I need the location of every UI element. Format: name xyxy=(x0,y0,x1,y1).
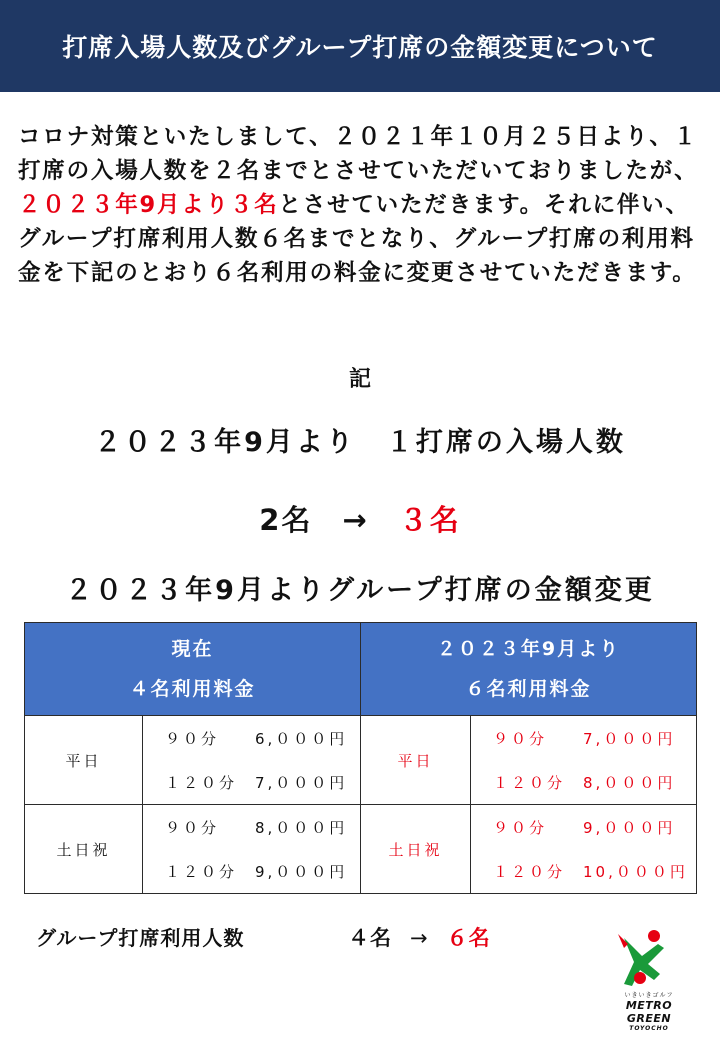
group-to: ６名 xyxy=(446,926,491,950)
day-weekday-new: 平日 xyxy=(361,716,471,805)
metro-green-logo xyxy=(604,926,694,1032)
group-fee-heading: ２０２３年9月よりグループ打席の金額変更 xyxy=(65,575,655,606)
price-cell xyxy=(471,716,697,761)
time-label: ９０分 xyxy=(493,729,548,748)
price-label: 8,０００円 xyxy=(255,818,348,837)
price-label: 7,０００円 xyxy=(255,773,348,792)
price-label: 10,０００円 xyxy=(583,862,688,881)
group-from: ４名 xyxy=(348,926,392,950)
logo-small-text: いきいきゴルフ xyxy=(624,992,674,999)
price-cell xyxy=(471,805,697,850)
new-fee-header xyxy=(361,623,697,716)
page-header xyxy=(0,0,720,92)
price-cell xyxy=(471,849,697,894)
price-cell xyxy=(143,716,361,761)
price-label: 6,０００円 xyxy=(255,729,348,748)
capacity-change-heading: ２０２３年9月より １打席の入場人数 xyxy=(94,427,626,458)
ki-heading: 記 xyxy=(348,367,371,392)
time-label: ９０分 xyxy=(165,818,220,837)
time-label: １２０分 xyxy=(493,862,566,881)
group-label: グループ打席利用人数 xyxy=(36,926,245,950)
time-label: １２０分 xyxy=(165,773,238,792)
price-label: 8,０００円 xyxy=(583,773,676,792)
price-label: 9,０００円 xyxy=(255,862,348,881)
time-label: ９０分 xyxy=(493,818,548,837)
price-cell xyxy=(143,805,361,850)
table-row xyxy=(25,716,697,761)
intro-text-2: とさせていただきます。それに伴い、グループ打席利用人数６名までとなり、グループ打席の利用料金を下記のとおり６名利用の料金に変更させていただきます。 xyxy=(18,192,697,286)
price-cell xyxy=(143,760,361,805)
group-count xyxy=(348,922,491,952)
price-label: 7,０００円 xyxy=(583,729,676,748)
intro-highlight: ２０２３年9月より３名 xyxy=(18,192,279,218)
logo-main-text: METRO GREEN xyxy=(625,999,673,1025)
capacity-to: ３名 xyxy=(398,503,461,537)
time-label: １２０分 xyxy=(165,862,238,881)
time-label: １２０分 xyxy=(493,773,566,792)
intro-paragraph xyxy=(18,120,708,290)
logo-text xyxy=(604,990,694,1032)
day-holiday: 土日祝 xyxy=(25,805,143,894)
new-header-line1: ２０２３年9月より xyxy=(436,638,621,660)
arrow-icon: → xyxy=(342,503,369,537)
current-header-line2: ４名利用料金 xyxy=(129,678,256,700)
day-holiday-new: 土日祝 xyxy=(361,805,471,894)
page-title: 打席入場人数及びグループ打席の金額変更について xyxy=(62,33,658,62)
capacity-from: 2名 xyxy=(259,503,313,537)
golfer-logo-icon xyxy=(604,926,694,992)
time-label: ９０分 xyxy=(165,729,220,748)
current-fee-header xyxy=(25,623,361,716)
fee-table xyxy=(24,622,697,894)
price-cell xyxy=(471,760,697,805)
new-header-line2: ６名利用料金 xyxy=(465,678,592,700)
intro-text-1: コロナ対策といたしまして、２０２１年１０月２５日より、１打席の入場人数を２名までとさせていただいておりましたが、 xyxy=(18,124,699,184)
logo-sub-text: TOYOCHO xyxy=(629,1025,669,1032)
day-weekday: 平日 xyxy=(25,716,143,805)
price-cell xyxy=(143,849,361,894)
table-row xyxy=(25,805,697,850)
price-label: 9,０００円 xyxy=(583,818,676,837)
group-capacity xyxy=(36,922,491,951)
capacity-change-values xyxy=(0,498,720,539)
current-header-line1: 現在 xyxy=(171,638,214,660)
arrow-icon: → xyxy=(410,926,429,950)
